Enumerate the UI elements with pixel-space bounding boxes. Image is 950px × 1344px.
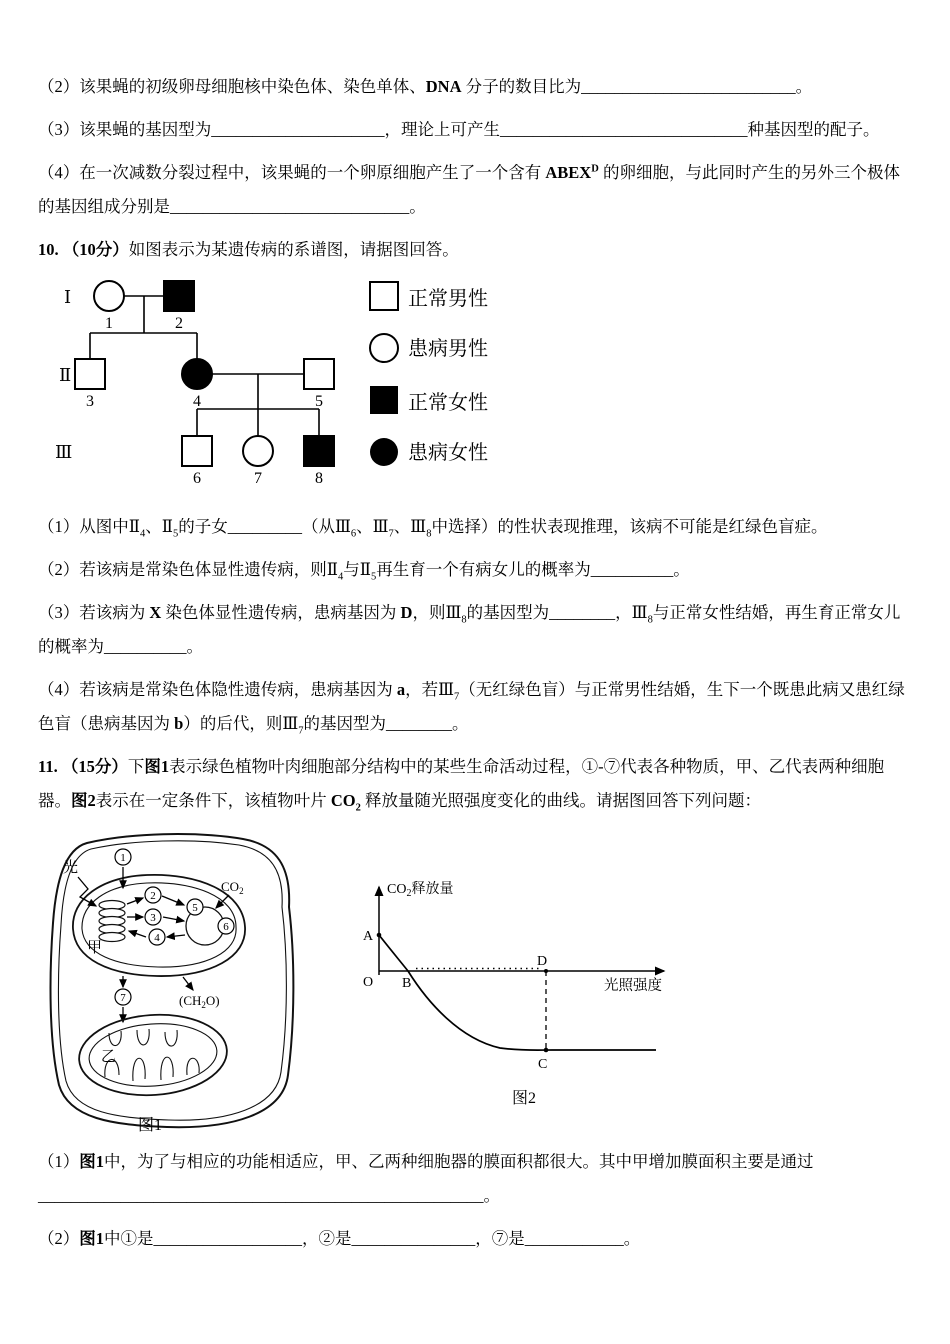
member-number-4: 4 <box>193 393 201 410</box>
organelle-yi-label: 乙 <box>101 1049 117 1065</box>
member-number-3: 3 <box>86 393 94 410</box>
svg-text:2: 2 <box>150 890 156 902</box>
figure-1-caption: 图1 <box>137 1117 163 1134</box>
substance-7-icon <box>115 989 131 1005</box>
ch2o-label: $(CH_2O)$ <box>179 993 220 1010</box>
co2-in-arrow <box>216 895 229 908</box>
legend-symbol-filled-square <box>370 386 398 414</box>
pedigree-member-I2-square-filled <box>164 281 194 311</box>
substance-6-icon <box>218 918 234 934</box>
pedigree-member-II4-circle-filled <box>182 359 212 389</box>
question-10-part-4: （4）若该病是常染色体隐性遗传病，患病基因为 a，若$Ⅲ_7$（无红绿色盲）与正常男性结婚，生下一个既患此病又患红绿色盲（患病基因为 b）的后代，则$Ⅲ_7$的基因型为________。 <box>38 680 905 737</box>
organelle-jia-label: 甲 <box>87 940 103 956</box>
legend-label-2: 患病男性 <box>408 338 488 360</box>
pedigree-member-II5-square <box>304 359 334 389</box>
svg-text:4: 4 <box>154 932 160 944</box>
pedigree-member-III7-circle <box>243 436 273 466</box>
legend-symbol-empty-circle <box>370 334 398 362</box>
substance-3-icon <box>145 909 161 925</box>
pedigree-member-III6-square <box>182 436 212 466</box>
legend-label-1: 正常男性 <box>408 288 488 310</box>
pedigree-chart <box>52 276 514 498</box>
generation-label-2: Ⅱ <box>59 365 72 385</box>
svg-text:5: 5 <box>192 902 198 914</box>
figure-2-caption: 图2 <box>511 1090 537 1107</box>
question-9-part-4: （4）在一次减数分裂过程中，该果蝇的一个卵原细胞产生了一个含有 $ABEX^D$ 的卵细胞，与此同时产生的另外三个极体的基因组成分别是_____________________________。 <box>38 163 900 216</box>
member-number-1: 1 <box>105 315 113 332</box>
pedigree-figure <box>52 276 916 498</box>
legend-symbol-empty-square <box>370 282 398 310</box>
legend-symbol-filled-circle <box>370 438 398 466</box>
svg-text:1: 1 <box>120 852 126 864</box>
substance-1-icon <box>115 849 131 865</box>
co2-label: $CO_2$ <box>221 879 244 896</box>
question-11-part-2: （2）图1中①是__________________，②是_______________，⑦是____________。 <box>38 1229 641 1248</box>
substance-5-icon <box>187 899 203 915</box>
circled-substance-numbers <box>115 849 234 1005</box>
figure-2-wrap <box>354 873 686 1113</box>
svg-text:7: 7 <box>120 992 126 1004</box>
x-axis-label: 光照强度 <box>604 978 662 994</box>
ch2o-out-arrow <box>183 977 193 990</box>
pedigree-member-III8-square-filled <box>304 436 334 466</box>
member-number-2: 2 <box>175 315 183 332</box>
point-C-dot <box>544 1048 549 1053</box>
question-11-header: 11. （15分）下图1表示绿色植物叶肉细胞部分结构中的某些生命活动过程，①-⑦代表各种物质，甲、乙代表两种细胞器。图2表示在一定条件下，该植物叶片 $CO_2$ 释放量随光照强度变化的曲线。请据图回答下列问题： <box>38 757 885 814</box>
cell-diagram <box>44 827 306 1137</box>
point-B-label: B <box>402 976 412 991</box>
light-label: 光 <box>63 860 79 876</box>
point-C-label: C <box>538 1057 548 1072</box>
generation-label-1: Ⅰ <box>64 287 72 307</box>
point-A-label: A <box>363 929 374 944</box>
question-11-part-1: （1）图1中，为了与相应的功能相适应，甲、乙两种细胞器的膜面积都很大。其中甲增加膜面积主要是通过______________________________________________________。 <box>38 1152 814 1205</box>
substance-4-icon <box>149 929 165 945</box>
y-axis-label: $CO_2$释放量 <box>387 882 454 899</box>
point-D-dot <box>544 969 548 973</box>
svg-text:6: 6 <box>223 921 229 933</box>
grana-thylakoid-stack <box>99 901 125 942</box>
question-9-part-3: （3）该果蝇的基因型为_____________________，理论上可产生______________________________种基因型的配子。 <box>38 120 880 139</box>
legend-label-3: 正常女性 <box>408 392 488 414</box>
member-number-7: 7 <box>254 470 262 487</box>
pedigree-member-II3-square <box>75 359 105 389</box>
point-D-label: D <box>537 954 548 969</box>
substance-2-icon <box>145 887 161 903</box>
question-10-part-3: （3）若该病为 X 染色体显性遗传病，患病基因为 D，则$Ⅲ_8$的基因型为________，$Ⅲ_8$与正常女性结婚，再生育正常女儿的概率为__________。 <box>38 603 901 656</box>
pedigree-member-I1-circle <box>94 281 124 311</box>
point-A-dot <box>377 933 382 938</box>
co2-light-intensity-graph <box>354 873 686 1113</box>
generation-label-3: Ⅲ <box>55 442 73 462</box>
question-10-part-1: （1）从图中$Ⅱ_4$、$Ⅱ_5$的子女_________（从$Ⅲ_6$、$Ⅲ_7$、$Ⅲ_8$中选择）的性状表现推理，该病不可能是红绿色盲症。 <box>38 517 828 540</box>
question-9-part-2: （2）该果蝇的初级卵母细胞核中染色体、染色单体、DNA 分子的数目比为__________________________。 <box>38 77 813 96</box>
svg-text:3: 3 <box>150 912 156 924</box>
pedigree-legend <box>370 282 488 466</box>
question-11-figures <box>44 827 916 1137</box>
question-10-part-2: （2）若该病是常染色体显性遗传病，则$Ⅱ_4$与$Ⅱ_5$再生育一个有病女儿的概率为__________。 <box>38 560 690 583</box>
member-number-5: 5 <box>315 393 323 410</box>
origin-label: O <box>363 975 374 990</box>
member-number-6: 6 <box>193 470 201 487</box>
question-10-header: 10. （10分）如图表示为某遗传病的系谱图，请据图回答。 <box>38 240 459 259</box>
member-number-8: 8 <box>315 470 323 487</box>
legend-label-4: 患病女性 <box>408 442 488 464</box>
cristae-folds <box>105 1029 199 1081</box>
mitochondrion <box>76 1010 229 1100</box>
